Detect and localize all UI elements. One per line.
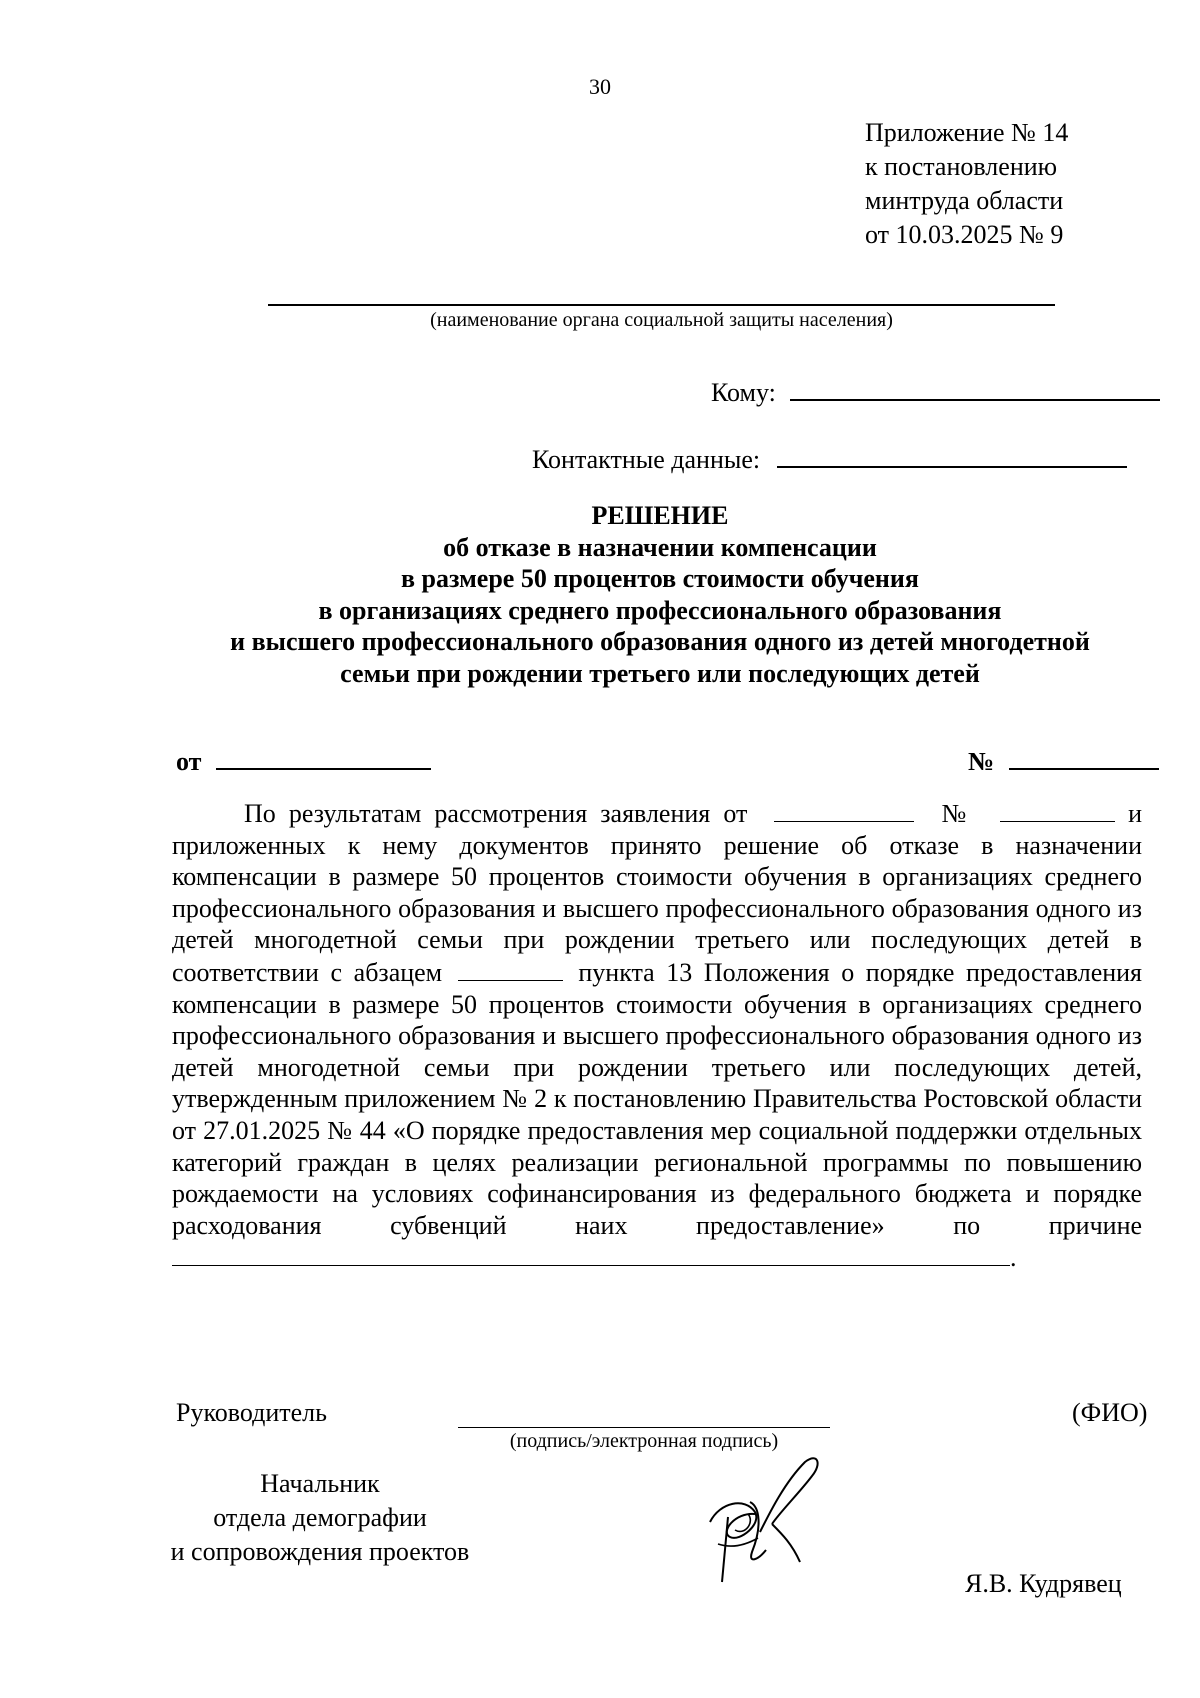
date-row [176,742,431,777]
date-label: от [176,747,202,776]
signer-position-line-3: и сопровождения проектов [170,1537,470,1566]
appendix-line-3: минтруда области [865,186,1064,215]
signer-position-line-1: Начальник [260,1469,380,1498]
number-row [968,742,1159,777]
signer-name: Я.В. Кудрявец [965,1569,1122,1598]
paragraph-blank [458,956,563,981]
decision-title: РЕШЕНИЕ [591,501,729,530]
recipient-line [790,373,1160,401]
body-part-1: По результатам рассмотрения заявления от [244,799,748,828]
page-number: 30 [589,74,611,99]
authority-name-line [268,304,1055,306]
body-part-6: . [1010,1243,1017,1273]
recipient-label: Кому: [711,378,776,407]
decision-heading [160,500,1160,689]
body-part-5: по причине [953,1210,1143,1240]
contacts-row [532,440,1127,475]
decision-subtitle-5: семьи при рождении третьего или последующих детей [340,658,980,688]
signer-position [150,1467,490,1569]
contacts-label: Контактные данные: [532,445,761,474]
number-label: № [968,747,995,776]
appendix-line-4: от 10.03.2025 № 9 [865,220,1064,249]
decision-subtitle-4: и высшего профессионального образования одного из детей многодетной [230,627,1090,656]
application-number-blank [1000,797,1115,822]
head-label: Руководитель [176,1398,327,1427]
fio-label: (ФИО) [1072,1398,1148,1427]
body-part-3: и приложенных к нему документов принято решение об отказе в назначении компенсации в размере 50 процентов стоимости обучения в организациях среднего профессионального образования и высшего профессионального образования одного из детей многодетной семьи при рождении третьего или последующих детей в соответствии с абзацем [172,799,1143,987]
signature-line [458,1427,830,1428]
number-line [1009,742,1159,770]
appendix-line-1: Приложение № 14 [865,118,1069,147]
appendix-line-2: к постановлению [865,152,1058,181]
contacts-line [777,440,1127,468]
date-line [216,742,431,770]
recipient-row [711,373,1160,408]
authority-caption: (наименование органа социальной защиты населения) [430,309,893,331]
handwritten-signature [700,1452,830,1597]
decision-body [172,797,1142,1274]
decision-subtitle-2: в размере 50 процентов стоимости обучения [401,564,919,593]
appendix-block [865,116,1068,252]
decision-subtitle-1: об отказе в назначении компенсации [443,532,877,562]
application-date-blank [774,797,914,822]
reason-blank [172,1241,1010,1266]
signature-caption: (подпись/электронная подпись) [509,1430,779,1452]
body-part-2: № [941,799,973,828]
body-part-4: пункта 13 Положения о порядке предоставления компенсации в размере 50 процентов стоимости обучения в организациях среднего профессионального образования и высшего профессионального образования одного из детей многодетной семьи при рождении третьего или последующих детей, утвержденным приложением № 2 к постановлению Правительства Ростовской области от 27.01.2025 № 44 «О порядке предоставления мер социальной поддержки отдельных категорий граждан в целях реализации региональной программы по повышению рождаемости на условиях софинансирования из федерального бюджета и порядке расходования субвенций наих предоставление» [172,957,1143,1240]
decision-subtitle-3: в организациях среднего профессионального образования [318,595,1002,625]
signer-position-line-2: отдела демографии [213,1503,427,1532]
